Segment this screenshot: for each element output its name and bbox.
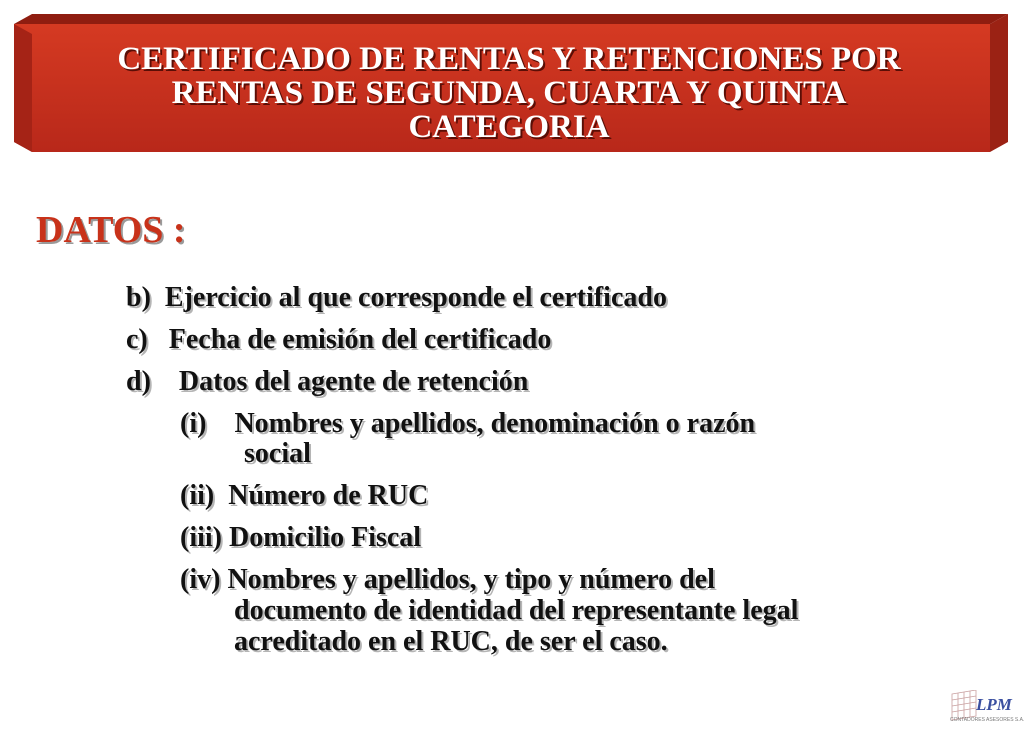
title-line-2: RENTAS DE SEGUNDA, CUARTA Y QUINTA	[171, 75, 847, 111]
list-item-text: Fecha de emisión del certificado	[168, 324, 552, 355]
sub-marker: (i)	[180, 408, 207, 439]
sub-item-text: Número de RUC	[228, 480, 429, 511]
sub-marker: (iv)	[180, 564, 221, 595]
sub-item-iii	[180, 523, 421, 553]
sub-item-iv	[180, 565, 715, 595]
list-item-b	[126, 283, 667, 313]
title-line-3: CATEGORIA	[408, 109, 610, 145]
sub-marker: (iii)	[180, 522, 222, 553]
logo-subtext: CONTADORES ASESORES S.A.	[950, 717, 1024, 723]
title-line-1: CERTIFICADO DE RENTAS Y RETENCIONES POR	[117, 41, 901, 77]
sub-item-text: Domicilio Fiscal	[229, 522, 422, 553]
list-item-text: Datos del agente de retención	[178, 366, 529, 397]
sub-item-text: Nombres y apellidos, y tipo y número del	[227, 564, 715, 595]
section-heading: DATOS :	[36, 209, 186, 251]
list-item-c	[126, 325, 551, 355]
list-item-text: Ejercicio al que corresponde el certificado	[164, 282, 667, 313]
sub-item-iv-cont-1: documento de identidad del representante legal	[234, 595, 799, 626]
list-marker: c)	[126, 324, 148, 355]
company-logo	[948, 690, 1024, 726]
sub-item-text: Nombres y apellidos, denominación o razón	[234, 408, 756, 439]
sub-item-iv-cont-2: acreditado en el RUC, de ser el caso.	[234, 626, 668, 657]
list-marker: b)	[126, 282, 151, 313]
sub-marker: (ii)	[180, 480, 215, 511]
sub-item-i-cont: social	[244, 438, 311, 469]
list-item-d	[126, 367, 528, 397]
list-marker: d)	[126, 366, 151, 397]
logo-text: LPM	[976, 695, 1012, 714]
sub-item-i	[180, 409, 755, 439]
sub-item-ii	[180, 481, 428, 511]
